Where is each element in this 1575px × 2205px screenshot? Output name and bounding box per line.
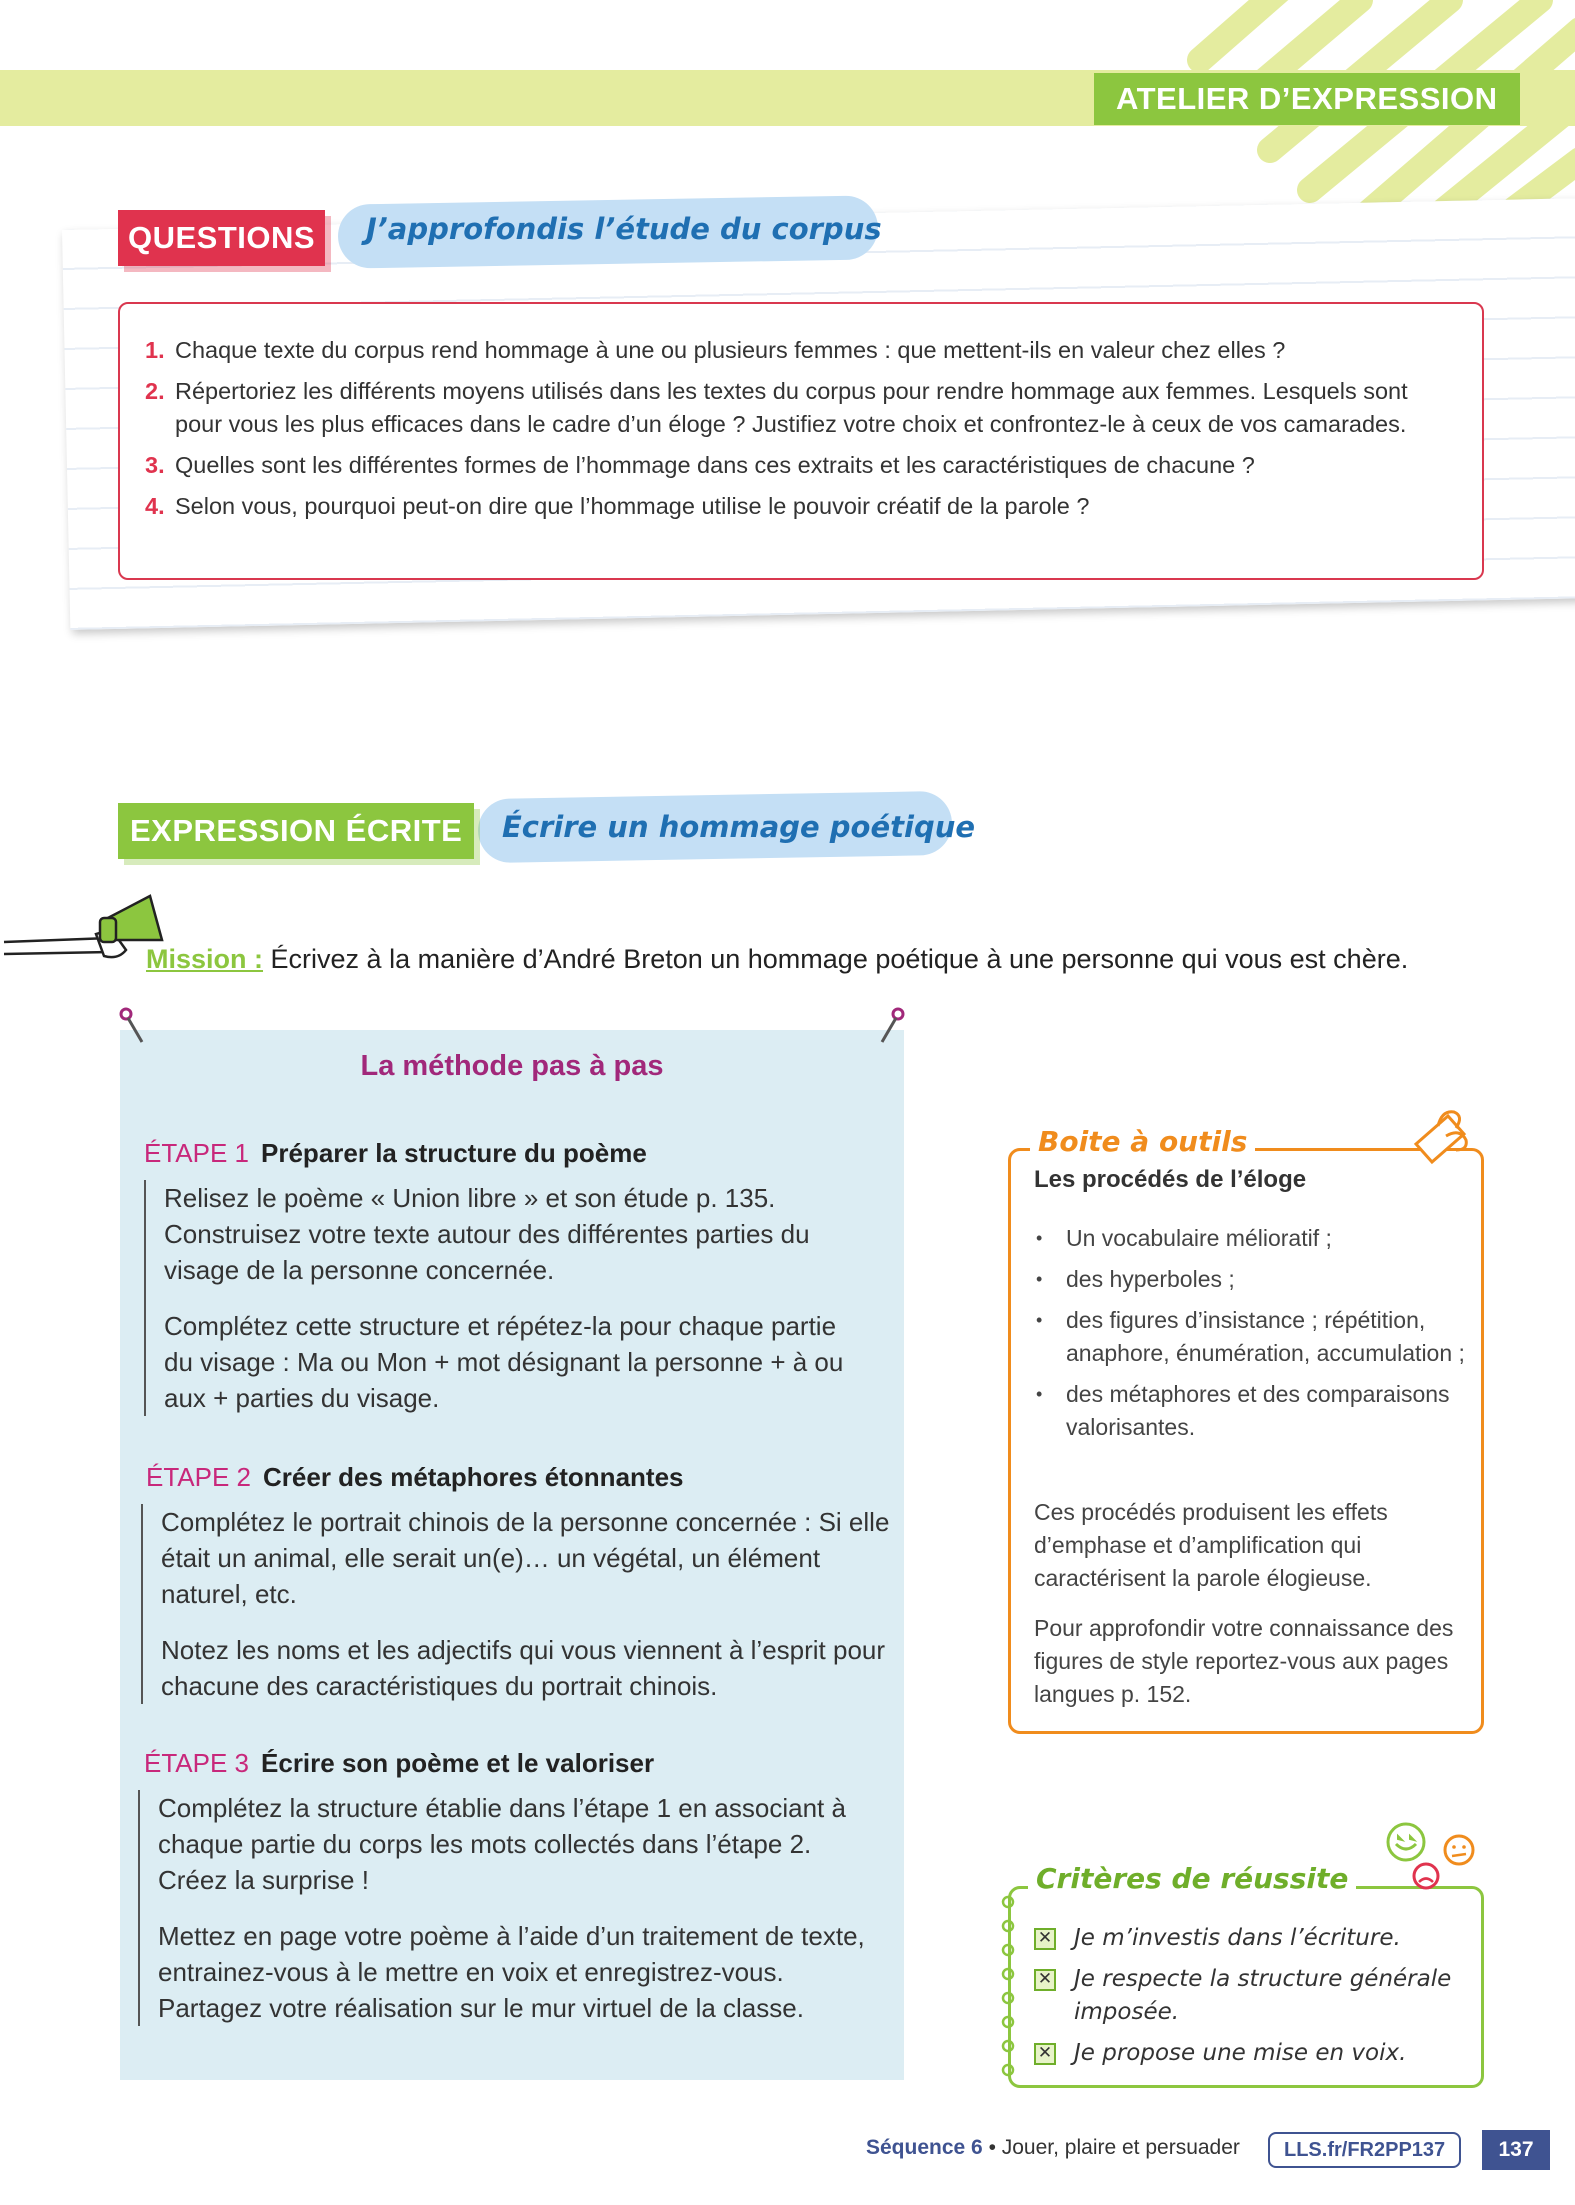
toolbox-list — [1030, 1222, 1470, 1452]
pin-icon — [876, 1006, 906, 1046]
megaphone-icon — [0, 890, 170, 970]
pin-icon — [118, 1006, 148, 1046]
method-title: La méthode pas à pas — [360, 1050, 664, 1082]
section-tag: ATELIER D’EXPRESSION — [1094, 73, 1520, 125]
page-number: 137 — [1482, 2130, 1550, 2170]
criteria-item[interactable]: ✕ Je respecte la structure générale imposée. — [1034, 1963, 1474, 2029]
footer-sequence: Séquence 6 • Jouer, plaire et persuader — [866, 2136, 1240, 2159]
questions-tag: QUESTIONS — [118, 210, 325, 266]
question-item: 2. Répertoriez les différents moyens utilisés dans les textes du corpus pour rendre hommage aux femmes. Lesquels sont pour vous les plus efficaces dans le cadre d’un éloge ? Justifiez votre choix et confrontez-le à ceux de vos camarades. — [145, 378, 1408, 437]
smileys-icon — [1376, 1820, 1480, 1890]
toolbox-item: • des métaphores et des comparaisons valorisantes. — [1030, 1378, 1470, 1444]
checkbox-icon[interactable]: ✕ — [1034, 2043, 1056, 2065]
step-1-body: Relisez le poème « Union libre » et son étude p. 135. Construisez votre texte autour des différentes parties du visage de la personne concernée. Complétez cette structure et répétez-la pour chaque partie du visage : Ma ou Mon + mot désignant la personne + à ou aux + parties du visage. — [144, 1180, 864, 1416]
question-item: 3. Quelles sont les différentes formes de l’hommage dans ces extraits et les caractéristiques de chacune ? — [145, 452, 1255, 478]
question-item: 4. Selon vous, pourquoi peut-on dire que l’hommage utilise le pouvoir créatif de la parole ? — [145, 493, 1090, 519]
criteria-title: Critères de réussite — [1028, 1862, 1356, 1895]
footer-link[interactable]: LLS.fr/FR2PP137 — [1268, 2132, 1461, 2168]
expression-title: Écrire un hommage poétique — [502, 810, 976, 844]
toolbox-title: Boite à outils — [1030, 1125, 1255, 1158]
step-2-body: Complétez le portrait chinois de la personne concernée : Si elle était un animal, elle serait un(e)… un végétal, un élément naturel, etc. Notez les noms et les adjectifs qui vous viennent à l’esprit pour chacune des caractéristiques du portrait chinois. — [141, 1504, 897, 1704]
step-3-title: ÉTAPE 3 Écrire son poème et le valoriser — [144, 1748, 655, 1778]
mission-text: Écrivez à la manière d’André Breton un hommage poétique à une personne qui vous est chère. — [270, 944, 1409, 974]
step-3-body: Complétez la structure établie dans l’étape 1 en associant à chaque partie du corps les mots collectés dans l’étape 2. Créez la surprise ! Mettez en page votre poème à l’aide d’un traitement de texte, entrainez-vous à le mettre en voix et enregistrez-vous. Partagez votre réalisation sur le mur virtuel de la classe. — [138, 1790, 878, 2026]
toolbox-paragraph-2: Pour approfondir votre connaissance des figures de style reportez-vous aux pages langues p. 152. — [1034, 1615, 1454, 1707]
toolbox-item: • des hyperboles ; — [1030, 1263, 1470, 1296]
spiral-binding — [998, 1892, 1018, 2082]
mission-label: Mission : — [146, 944, 264, 974]
criteria-list — [1034, 1922, 1474, 2078]
binder-clip-icon — [1408, 1106, 1472, 1170]
criteria-item[interactable]: ✕ Je propose une mise en voix. — [1034, 2037, 1474, 2070]
toolbox-item: • Un vocabulaire mélioratif ; — [1030, 1222, 1470, 1255]
expression-tag: EXPRESSION ÉCRITE — [118, 803, 474, 859]
questions-list — [145, 334, 1455, 531]
step-1-title: ÉTAPE 1 Préparer la structure du poème — [144, 1138, 647, 1168]
toolbox-item: • des figures d’insistance ; répétition, anaphore, énumération, accumulation ; — [1030, 1304, 1470, 1370]
toolbox-paragraph-1: Ces procédés produisent les effets d’emphase et d’amplification qui caractérisent la parole élogieuse. — [1034, 1499, 1388, 1591]
question-item: 1. Chaque texte du corpus rend hommage à une ou plusieurs femmes : que mettent-ils en valeur chez elles ? — [145, 337, 1286, 363]
step-2-title: ÉTAPE 2 Créer des métaphores étonnantes — [146, 1462, 684, 1492]
questions-title: J’approfondis l’étude du corpus — [366, 212, 882, 246]
toolbox-subtitle: Les procédés de l’éloge — [1034, 1166, 1307, 1193]
criteria-item[interactable]: ✕ Je m’investis dans l’écriture. — [1034, 1922, 1474, 1955]
checkbox-icon[interactable]: ✕ — [1034, 1928, 1056, 1950]
checkbox-icon[interactable]: ✕ — [1034, 1969, 1056, 1991]
mission-line — [146, 944, 1408, 975]
